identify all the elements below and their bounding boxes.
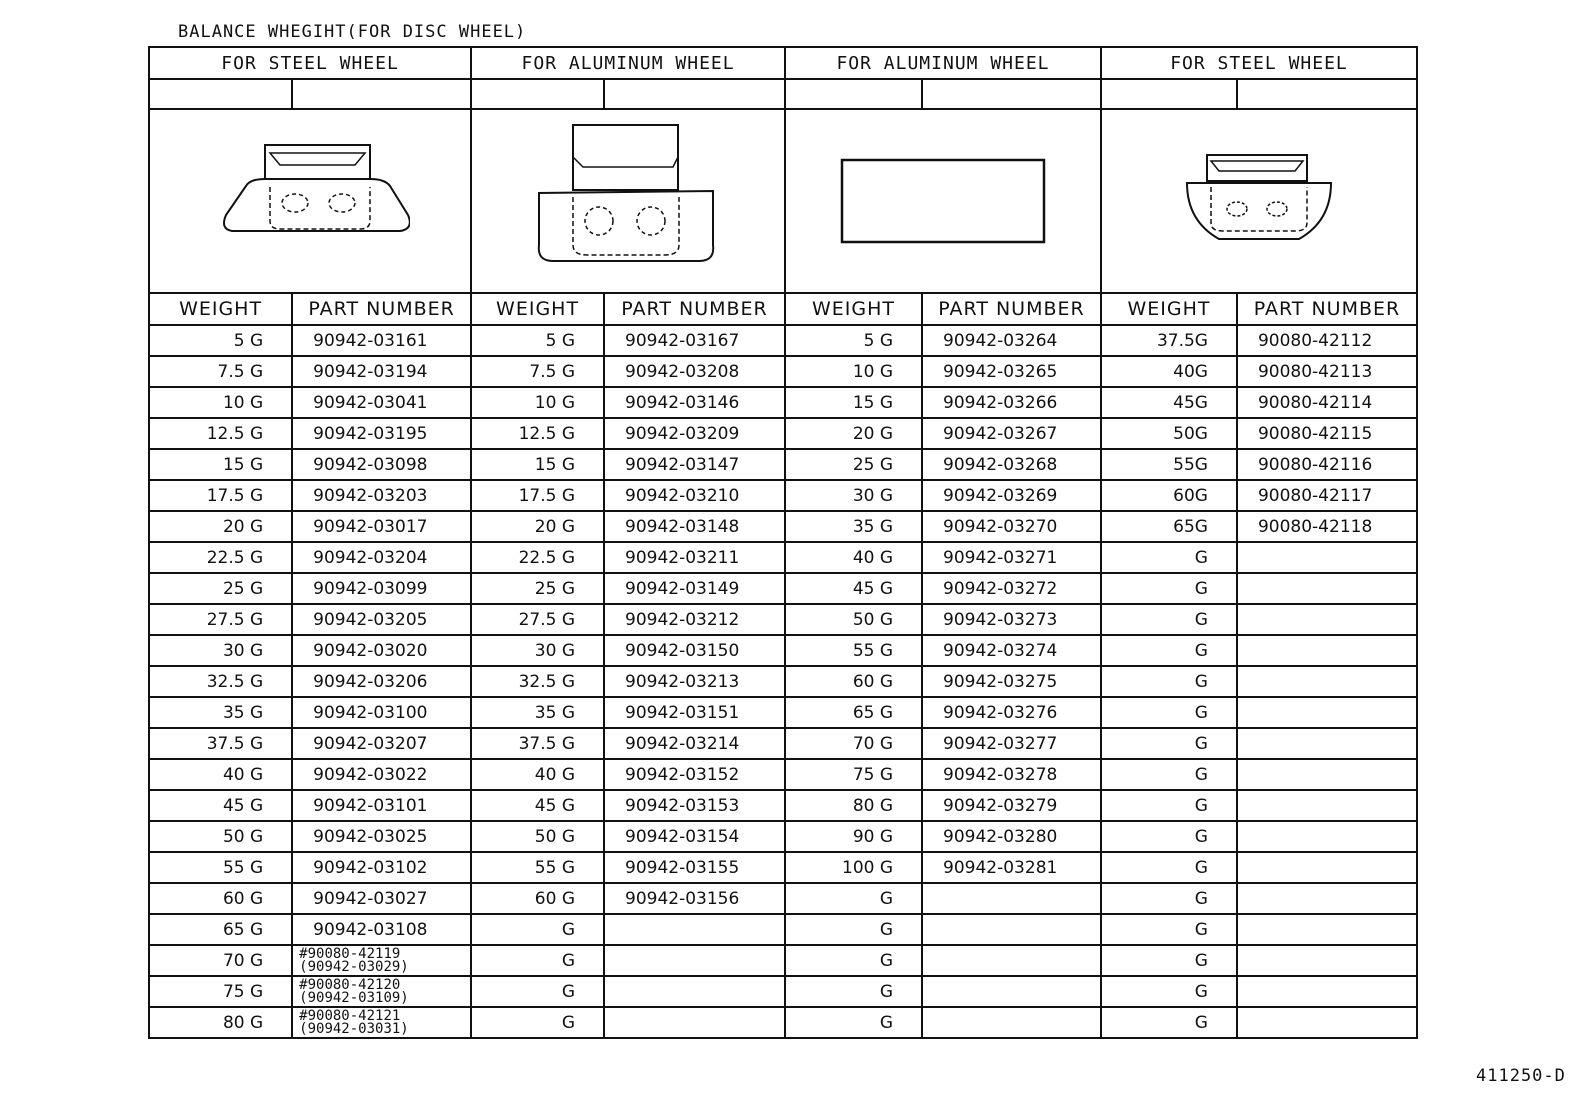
weight-column-header: WEIGHT (785, 293, 922, 325)
part-number-cell (1237, 542, 1417, 573)
table-row (149, 635, 1417, 666)
weight-cell: 45 G (149, 790, 292, 821)
part-number-cell: 90942-03281 (922, 852, 1101, 883)
part-number-cell: 90942-03151 (604, 697, 785, 728)
aluminum-clip-weight-icon (533, 121, 723, 281)
weight-cell: G (785, 914, 922, 945)
weight-cell: G (785, 883, 922, 914)
weight-cell: 20 G (471, 511, 604, 542)
table-row (149, 697, 1417, 728)
group-header-2: FOR ALUMINUM WHEEL (471, 47, 785, 79)
weight-cell: 65 G (785, 697, 922, 728)
part-number-cell (1237, 852, 1417, 883)
part-number-cell: 90942-03100 (292, 697, 471, 728)
group-header-3: FOR ALUMINUM WHEEL (785, 47, 1101, 79)
weight-cell: G (471, 1007, 604, 1038)
part-number-cell: 90080-42112 (1237, 325, 1417, 356)
weight-cell: 17.5 G (471, 480, 604, 511)
table-row (149, 1007, 1417, 1038)
part-number-cell (292, 945, 471, 976)
weight-cell: G (471, 945, 604, 976)
part-number-column-header: PART NUMBER (292, 293, 471, 325)
weight-cell: 35 G (471, 697, 604, 728)
part-number-cell (922, 945, 1101, 976)
weight-cell: 7.5 G (149, 356, 292, 387)
part-number-cell (1237, 697, 1417, 728)
table-row (149, 976, 1417, 1007)
part-number-cell: 90942-03265 (922, 356, 1101, 387)
part-number-cell (1237, 573, 1417, 604)
group-header-1: FOR STEEL WHEEL (149, 47, 471, 79)
weight-cell: G (1101, 666, 1237, 697)
blank-cell (1101, 79, 1237, 109)
weight-cell: 7.5 G (471, 356, 604, 387)
part-number-cell: 90942-03276 (922, 697, 1101, 728)
part-number-cell (922, 1007, 1101, 1038)
part-number-cell: 90942-03154 (604, 821, 785, 852)
illustration-row (149, 109, 1417, 293)
group-header-row (149, 47, 1417, 79)
weight-cell: 40G (1101, 356, 1237, 387)
part-number-cell (1237, 759, 1417, 790)
weight-cell: 10 G (785, 356, 922, 387)
weight-cell: 55G (1101, 449, 1237, 480)
part-number-line: #90080-42121 (299, 1007, 401, 1024)
table-row (149, 852, 1417, 883)
weight-cell: 60 G (149, 883, 292, 914)
weight-cell: G (785, 945, 922, 976)
part-number-cell: 90942-03280 (922, 821, 1101, 852)
table-row (149, 666, 1417, 697)
blank-cell (922, 79, 1101, 109)
weight-cell: 5 G (149, 325, 292, 356)
document-code: 411250-D (1476, 1066, 1566, 1086)
blank-row (149, 79, 1417, 109)
table-row (149, 542, 1417, 573)
part-number-cell (1237, 635, 1417, 666)
part-number-column-header: PART NUMBER (604, 293, 785, 325)
part-number-cell (1237, 914, 1417, 945)
weight-cell: 45G (1101, 387, 1237, 418)
weight-cell: G (785, 976, 922, 1007)
part-number-cell: 90942-03275 (922, 666, 1101, 697)
part-number-cell (922, 976, 1101, 1007)
part-number-cell (1237, 976, 1417, 1007)
weight-cell: 25 G (785, 449, 922, 480)
part-number-cell: 90942-03206 (292, 666, 471, 697)
table-row (149, 604, 1417, 635)
weight-cell: G (1101, 883, 1237, 914)
weight-cell: G (1101, 728, 1237, 759)
part-number-cell: 90080-42116 (1237, 449, 1417, 480)
weight-cell: 20 G (149, 511, 292, 542)
weight-column-header: WEIGHT (149, 293, 292, 325)
weight-cell: G (1101, 945, 1237, 976)
part-number-cell: 90942-03264 (922, 325, 1101, 356)
part-number-cell: 90080-42114 (1237, 387, 1417, 418)
weight-cell: G (1101, 697, 1237, 728)
part-number-cell: 90080-42118 (1237, 511, 1417, 542)
table-row (149, 883, 1417, 914)
part-number-cell: 90942-03027 (292, 883, 471, 914)
part-number-alt-line: (90942-03109) (299, 989, 409, 1006)
weight-cell: 37.5G (1101, 325, 1237, 356)
part-number-cell (604, 976, 785, 1007)
part-number-cell: 90942-03041 (292, 387, 471, 418)
blank-cell (471, 79, 604, 109)
blank-cell (604, 79, 785, 109)
part-number-cell: 90942-03022 (292, 759, 471, 790)
illustration-cell-3 (785, 109, 1101, 293)
weight-cell: 15 G (149, 449, 292, 480)
part-number-cell: 90942-03203 (292, 480, 471, 511)
weight-cell: 70 G (785, 728, 922, 759)
weight-cell: 50 G (471, 821, 604, 852)
part-number-cell (292, 976, 471, 1007)
weight-cell: 20 G (785, 418, 922, 449)
weight-cell: G (1101, 1007, 1237, 1038)
illustration-cell-1 (149, 109, 471, 293)
weight-cell: 55 G (149, 852, 292, 883)
weight-cell: 65 G (149, 914, 292, 945)
table-row (149, 480, 1417, 511)
weight-cell: G (1101, 759, 1237, 790)
part-number-cell: 90942-03208 (604, 356, 785, 387)
weight-cell: 27.5 G (471, 604, 604, 635)
weight-cell: 80 G (149, 1007, 292, 1038)
part-number-alt-line: (90942-03031) (299, 1020, 409, 1037)
weight-cell: 50 G (149, 821, 292, 852)
weight-cell: 32.5 G (471, 666, 604, 697)
part-number-cell: 90942-03210 (604, 480, 785, 511)
page-title: BALANCE WHEGIHT(FOR DISC WHEEL) (178, 22, 527, 42)
part-number-cell (922, 883, 1101, 914)
part-number-cell: 90942-03098 (292, 449, 471, 480)
weight-cell: 100 G (785, 852, 922, 883)
part-number-cell: 90942-03207 (292, 728, 471, 759)
weight-cell: 15 G (785, 387, 922, 418)
part-number-cell: 90942-03274 (922, 635, 1101, 666)
part-number-cell (1237, 821, 1417, 852)
part-number-cell: 90942-03017 (292, 511, 471, 542)
weight-cell: 60G (1101, 480, 1237, 511)
weight-column-header: WEIGHT (471, 293, 604, 325)
part-number-cell: 90942-03271 (922, 542, 1101, 573)
table-row (149, 418, 1417, 449)
part-number-cell (292, 1007, 471, 1038)
part-number-cell: 90942-03213 (604, 666, 785, 697)
blank-cell (292, 79, 471, 109)
weight-cell: 40 G (471, 759, 604, 790)
weight-cell: 75 G (149, 976, 292, 1007)
part-number-cell (1237, 883, 1417, 914)
weight-cell: 30 G (149, 635, 292, 666)
part-number-cell: 90942-03268 (922, 449, 1101, 480)
table-row (149, 511, 1417, 542)
weight-cell: 80 G (785, 790, 922, 821)
part-number-cell: 90080-42113 (1237, 356, 1417, 387)
part-number-column-header: PART NUMBER (922, 293, 1101, 325)
weight-cell: G (1101, 542, 1237, 573)
weight-cell: G (1101, 790, 1237, 821)
column-header-row (149, 293, 1417, 325)
weight-cell: G (1101, 573, 1237, 604)
table-row (149, 449, 1417, 480)
part-number-cell: 90942-03146 (604, 387, 785, 418)
balance-weight-table-container (148, 46, 1418, 1087)
weight-cell: 75 G (785, 759, 922, 790)
table-row (149, 759, 1417, 790)
weight-cell: 70 G (149, 945, 292, 976)
blank-cell (1237, 79, 1417, 109)
table-row (149, 728, 1417, 759)
table-row (149, 790, 1417, 821)
part-number-cell: 90942-03209 (604, 418, 785, 449)
part-number-cell: 90942-03266 (922, 387, 1101, 418)
weight-cell: G (1101, 604, 1237, 635)
part-number-cell (1237, 604, 1417, 635)
weight-cell: G (1101, 976, 1237, 1007)
blank-cell (149, 79, 292, 109)
part-number-cell (1237, 790, 1417, 821)
weight-cell: 65G (1101, 511, 1237, 542)
weight-cell: G (1101, 821, 1237, 852)
part-number-cell: 90942-03156 (604, 883, 785, 914)
weight-cell: G (1101, 914, 1237, 945)
weight-cell: 10 G (471, 387, 604, 418)
group-header-4: FOR STEEL WHEEL (1101, 47, 1417, 79)
part-number-cell: 90080-42117 (1237, 480, 1417, 511)
weight-cell: 45 G (785, 573, 922, 604)
weight-cell: 22.5 G (149, 542, 292, 573)
part-number-cell: 90942-03101 (292, 790, 471, 821)
part-number-cell (922, 914, 1101, 945)
part-number-cell: 90942-03214 (604, 728, 785, 759)
part-number-cell (604, 1007, 785, 1038)
weight-cell: 35 G (785, 511, 922, 542)
table-row (149, 945, 1417, 976)
table-row (149, 325, 1417, 356)
part-number-cell: 90942-03270 (922, 511, 1101, 542)
part-number-cell (1237, 666, 1417, 697)
weight-cell: 5 G (785, 325, 922, 356)
weight-cell: 12.5 G (471, 418, 604, 449)
part-number-cell: 90942-03149 (604, 573, 785, 604)
weight-cell: G (1101, 852, 1237, 883)
weight-cell: 60 G (471, 883, 604, 914)
weight-cell: 25 G (149, 573, 292, 604)
part-number-cell: 90942-03195 (292, 418, 471, 449)
part-number-cell: 90942-03278 (922, 759, 1101, 790)
part-number-cell: 90942-03161 (292, 325, 471, 356)
part-number-line: #90080-42120 (299, 976, 401, 993)
weight-cell: 55 G (785, 635, 922, 666)
weight-cell: 50G (1101, 418, 1237, 449)
steel-clip-weight-icon (210, 131, 410, 271)
adhesive-weight-icon (838, 156, 1048, 246)
weight-cell: 37.5 G (149, 728, 292, 759)
part-number-cell: 90942-03277 (922, 728, 1101, 759)
weight-cell: 10 G (149, 387, 292, 418)
part-number-cell: 90942-03102 (292, 852, 471, 883)
blank-cell (785, 79, 922, 109)
part-number-cell: 90942-03204 (292, 542, 471, 573)
weight-cell: G (471, 976, 604, 1007)
weight-cell: 22.5 G (471, 542, 604, 573)
part-number-cell: 90942-03272 (922, 573, 1101, 604)
part-number-line: #90080-42119 (299, 945, 401, 962)
part-number-cell: 90942-03267 (922, 418, 1101, 449)
weight-cell: 90 G (785, 821, 922, 852)
weight-cell: 32.5 G (149, 666, 292, 697)
weight-cell: G (471, 914, 604, 945)
table-row (149, 821, 1417, 852)
part-number-alt-line: (90942-03029) (299, 958, 409, 975)
part-number-cell: 90942-03099 (292, 573, 471, 604)
weight-cell: 15 G (471, 449, 604, 480)
part-number-cell: 90942-03269 (922, 480, 1101, 511)
illustration-cell-2 (471, 109, 785, 293)
weight-cell: 35 G (149, 697, 292, 728)
part-number-cell (604, 945, 785, 976)
weight-cell: 17.5 G (149, 480, 292, 511)
part-number-cell (604, 914, 785, 945)
weight-cell: 45 G (471, 790, 604, 821)
weight-cell: 37.5 G (471, 728, 604, 759)
part-number-cell: 90080-42115 (1237, 418, 1417, 449)
weight-cell: 5 G (471, 325, 604, 356)
table-row (149, 914, 1417, 945)
table-row (149, 387, 1417, 418)
part-number-cell: 90942-03273 (922, 604, 1101, 635)
part-number-cell: 90942-03147 (604, 449, 785, 480)
weight-cell: 50 G (785, 604, 922, 635)
part-number-cell: 90942-03211 (604, 542, 785, 573)
weight-cell: G (785, 1007, 922, 1038)
part-number-cell: 90942-03212 (604, 604, 785, 635)
table-row (149, 356, 1417, 387)
weight-cell: 55 G (471, 852, 604, 883)
balance-weight-table (148, 46, 1418, 1039)
part-number-cell: 90942-03152 (604, 759, 785, 790)
illustration-cell-4 (1101, 109, 1417, 293)
part-number-cell: 90942-03205 (292, 604, 471, 635)
part-number-cell: 90942-03155 (604, 852, 785, 883)
part-number-cell: 90942-03020 (292, 635, 471, 666)
steel-small-clip-weight-icon (1179, 151, 1339, 251)
part-number-cell: 90942-03148 (604, 511, 785, 542)
weight-cell: 40 G (149, 759, 292, 790)
part-number-cell (1237, 945, 1417, 976)
table-row (149, 573, 1417, 604)
weight-cell: G (1101, 635, 1237, 666)
weight-cell: 25 G (471, 573, 604, 604)
part-number-cell: 90942-03167 (604, 325, 785, 356)
weight-cell: 27.5 G (149, 604, 292, 635)
weight-cell: 30 G (785, 480, 922, 511)
weight-cell: 12.5 G (149, 418, 292, 449)
part-number-cell: 90942-03194 (292, 356, 471, 387)
weight-cell: 40 G (785, 542, 922, 573)
part-number-column-header: PART NUMBER (1237, 293, 1417, 325)
weight-column-header: WEIGHT (1101, 293, 1237, 325)
part-number-cell: 90942-03150 (604, 635, 785, 666)
part-number-cell (1237, 1007, 1417, 1038)
part-number-cell: 90942-03025 (292, 821, 471, 852)
part-number-cell (1237, 728, 1417, 759)
weight-cell: 60 G (785, 666, 922, 697)
part-number-cell: 90942-03153 (604, 790, 785, 821)
weight-cell: 30 G (471, 635, 604, 666)
part-number-cell: 90942-03108 (292, 914, 471, 945)
part-number-cell: 90942-03279 (922, 790, 1101, 821)
